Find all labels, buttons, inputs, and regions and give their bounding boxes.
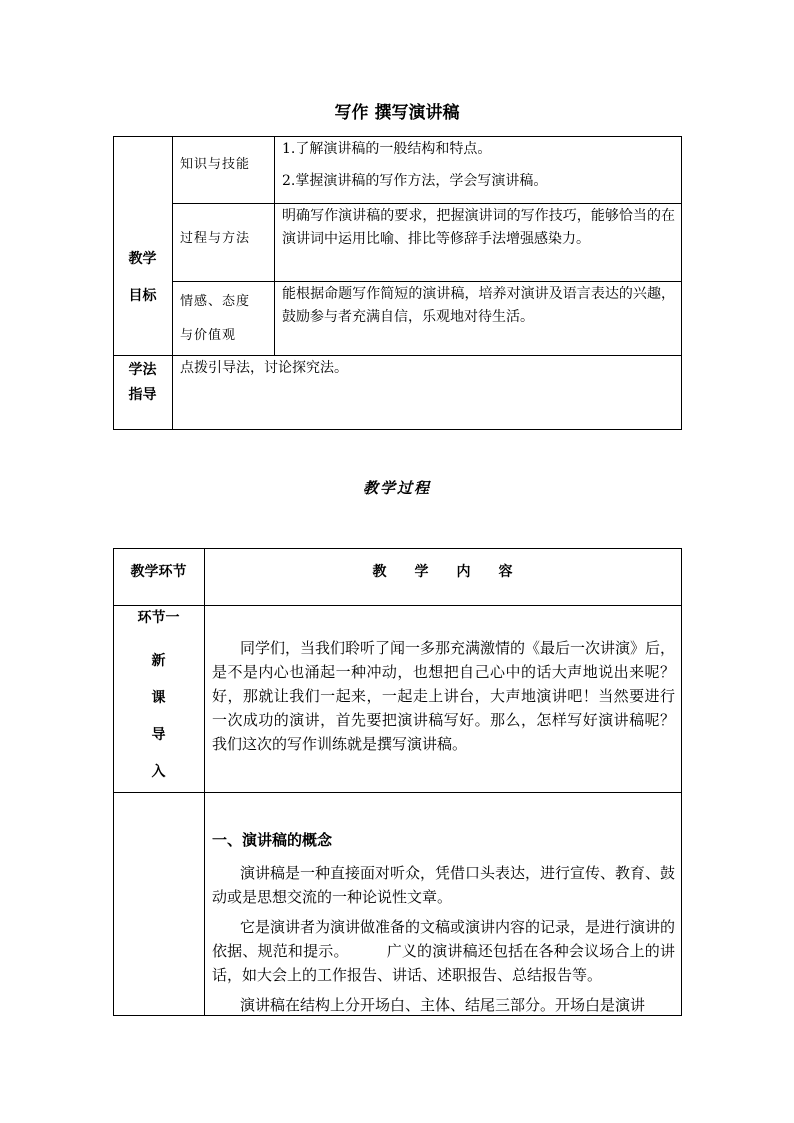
section2-heading: 一、演讲稿的概念 bbox=[212, 831, 333, 849]
header-content: 教 学 内 容 bbox=[372, 564, 513, 580]
section2-para-1: 演讲稿是一种直接面对听众，凭借口头表达，进行宣传、教育、鼓动或是思想交流的一种论说性文章。 bbox=[212, 864, 676, 906]
section1-content: 同学们，当我们聆听了闻一多那充满激情的《最后一次讲演》后，是不是内心也涌起一种冲动，也想把自己心中的话大声地说出来呢？好，那就让我们一起来，一起走上讲台，大声地演讲吧！当然要进行一次成功的演讲，首先要把演讲稿写好。那么，怎样写好演讲稿呢？我们这次的写作训练就是撰写演讲稿。 bbox=[212, 639, 676, 753]
process-title: 教学过程 bbox=[362, 479, 431, 497]
header-stage: 教学环节 bbox=[130, 564, 187, 580]
knowledge-content: 1.了解演讲稿的一般结构和特点。 2.掌握演讲稿的写作方法，学会写演讲稿。 bbox=[282, 141, 548, 189]
method-header: 学法 指导 bbox=[128, 362, 157, 403]
section2-para-3: 演讲稿在结构上分开场白、主体、结尾三部分。开场白是演讲 bbox=[240, 996, 646, 1014]
attitude-content: 能根据命题写作简短的演讲稿，培养对演讲及语言表达的兴趣，鼓励参与者充满自信，乐观地对待生活。 bbox=[282, 286, 675, 325]
page-title: 写作 撰写演讲稿 bbox=[334, 103, 460, 123]
process-method-content: 明确写作演讲稿的要求，把握演讲词的写作技巧，能够恰当的在演讲词中运用比喻、排比等修辞手法增强感染力。 bbox=[282, 208, 675, 247]
section1-label: 环节一 新 课 导 入 bbox=[137, 610, 180, 780]
section2-para-2: 它是演讲者为演讲做准备的文稿或演讲内容的记录，是进行演讲的依据、规范和提示。 广义的演讲稿还包括在各种会议场合上的讲话，如大会上的工作报告、讲话、述职报告、总结报告等。 bbox=[212, 918, 676, 984]
attitude-label: 情感、态度 与价值观 bbox=[180, 294, 251, 343]
process-method-label: 过程与方法 bbox=[180, 231, 251, 246]
method-content: 点拨引导法，讨论探究法。 bbox=[180, 360, 348, 376]
objectives-header: 教学 目标 bbox=[128, 251, 157, 304]
knowledge-label: 知识与技能 bbox=[180, 157, 251, 172]
